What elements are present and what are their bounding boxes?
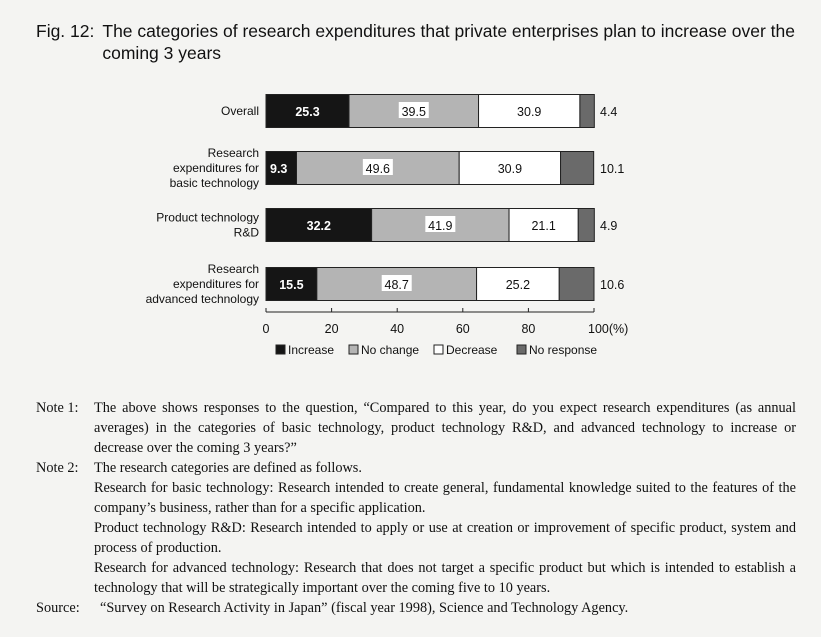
category-label: R&D bbox=[233, 225, 259, 240]
legend-label: Decrease bbox=[446, 343, 498, 357]
data-label: 41.9 bbox=[428, 219, 453, 233]
data-label: 48.7 bbox=[384, 278, 409, 292]
figure-title-text: The categories of research expenditures that private enterprises plan to increase over the coming 3 years bbox=[102, 21, 795, 63]
legend-swatch bbox=[276, 345, 285, 354]
note-2-text: The research categories are defined as follows. bbox=[94, 460, 362, 476]
bar-segment bbox=[561, 152, 594, 185]
note-1 bbox=[36, 398, 796, 458]
legend-label: No change bbox=[361, 343, 420, 357]
definition-product: Product technology R&D: Research intended to apply or use at creation or improvement of specific product, system and process of production. bbox=[94, 520, 796, 556]
data-label: 4.4 bbox=[600, 105, 618, 119]
note-1-label: Note 1: bbox=[36, 400, 79, 416]
legend-swatch bbox=[349, 345, 358, 354]
legend-label: No response bbox=[529, 343, 598, 357]
x-tick-label: 0 bbox=[262, 322, 270, 336]
notes-section bbox=[36, 398, 796, 618]
x-tick-label: 60 bbox=[455, 322, 470, 336]
x-tick-label: 100(%) bbox=[588, 322, 629, 336]
figure-number: Fig. 12: bbox=[36, 21, 95, 41]
x-tick-label: 80 bbox=[521, 322, 536, 336]
bar-segment bbox=[580, 95, 594, 128]
legend-label: Increase bbox=[288, 343, 335, 357]
x-tick-label: 40 bbox=[390, 322, 405, 336]
data-label: 25.2 bbox=[505, 278, 531, 292]
data-label: 30.9 bbox=[517, 105, 542, 119]
data-label: 10.1 bbox=[600, 162, 625, 176]
data-label: 10.6 bbox=[600, 278, 625, 292]
data-label: 21.1 bbox=[531, 219, 556, 233]
data-label: 9.3 bbox=[270, 162, 288, 176]
data-label: 15.5 bbox=[279, 278, 304, 292]
legend-swatch bbox=[434, 345, 443, 354]
source bbox=[36, 598, 796, 618]
data-label: 39.5 bbox=[401, 105, 426, 119]
definition-advanced: Research for advanced technology: Research that does not target a specific product but which is intended to establish a technology that will be strategically important over the coming five to 10 years. bbox=[94, 560, 796, 596]
figure-title bbox=[36, 20, 806, 64]
x-tick-label: 20 bbox=[324, 322, 339, 336]
category-label: Research bbox=[207, 146, 259, 160]
note-1-text: The above shows responses to the question, “Compared to this year, do you expect research expenditures (as annual averages) in the categories of basic technology, product technology R&D, and advanced technology to increase or decrease over the coming 3 years?” bbox=[94, 400, 796, 456]
category-label: expenditures for bbox=[172, 277, 259, 291]
category-label: basic technology bbox=[169, 176, 259, 190]
bar-segment bbox=[559, 268, 594, 301]
note-2 bbox=[36, 458, 796, 478]
data-label: 25.3 bbox=[295, 105, 320, 119]
legend-swatch bbox=[517, 345, 526, 354]
data-label: 32.2 bbox=[306, 219, 331, 233]
category-label: expenditures for bbox=[172, 161, 259, 175]
category-label: Research bbox=[207, 262, 259, 276]
data-label: 30.9 bbox=[497, 162, 523, 176]
data-label: 4.9 bbox=[600, 219, 618, 233]
stacked-bar-chart bbox=[0, 80, 821, 380]
category-label: advanced technology bbox=[145, 292, 259, 306]
definition-basic: Research for basic technology: Research intended to create general, fundamental knowledge suited to the features of the company’s business, rather than for a specific application. bbox=[94, 480, 796, 516]
category-label: Product technology bbox=[156, 210, 259, 225]
source-label: Source: bbox=[36, 600, 80, 616]
note-2-label: Note 2: bbox=[36, 460, 79, 476]
source-text: “Survey on Research Activity in Japan” (fiscal year 1998), Science and Technology Agency. bbox=[100, 600, 629, 616]
data-label: 49.6 bbox=[365, 162, 391, 176]
bar-segment bbox=[578, 209, 594, 242]
category-label: Overall bbox=[220, 104, 259, 118]
